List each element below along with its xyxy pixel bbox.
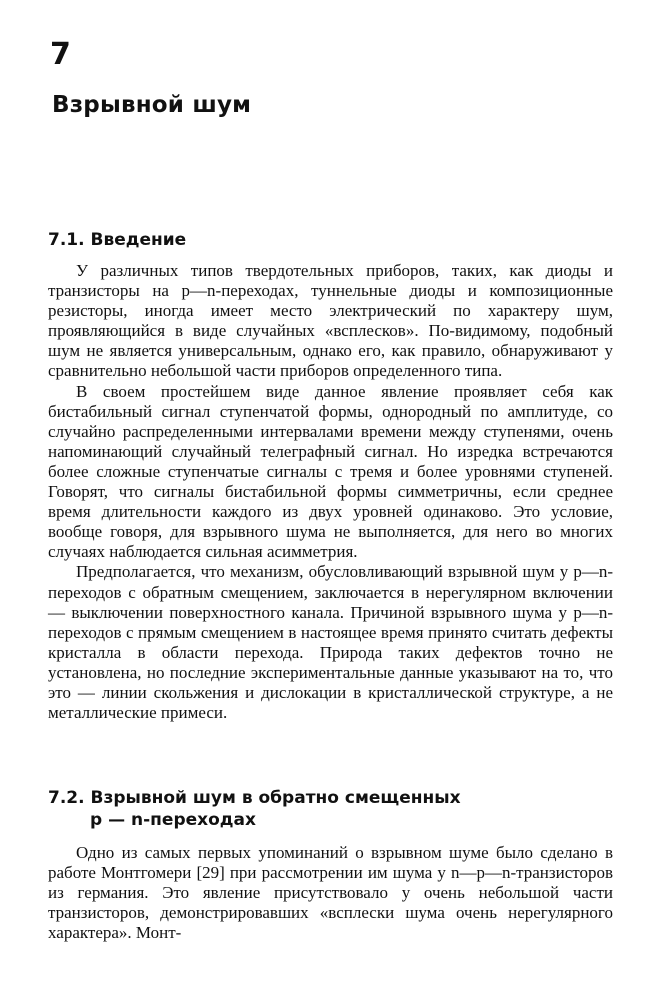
chapter-number: 7 [50,37,71,72]
section-heading-line-2: p — n-переходах [90,810,256,830]
paragraph-2: В своем простейшем виде данное явление проявляет себя как бистабильный сигнал ступенчатой формы, однородный по амплитуде, со случайно распределенными интервалами времени между ступенями, очень напоминающий случайный телеграфный сигнал. Но изредка встречаются более сложные ступенчатые сигналы с тремя и более уровнями ступеней. Говорят, что сигналы бистабильной формы симметричны, если среднее время длительности каждого из двух уровней одинаково. Это условие, вообще говоря, для взрывного шума не выполняется, для него во многих случаях наблюдается сильная асимметрия. [48,381,613,562]
paragraph-4: Одно из самых первых упоминаний о взрывном шуме было сделано в работе Монтгомери [29] при рассмотрении им шума у n—p—n-транзисторов из германия. Это явление присутствовало у очень небольшой части транзисторов, демонстрировавших «всплески шума очень нерегулярного характера». Монт- [48,843,613,943]
section-body-introduction [48,261,613,723]
chapter-title: Взрывной шум [52,92,252,118]
section-heading-burst-noise-reverse-biased [48,787,461,831]
section-heading-introduction: 7.1. Введение [48,230,187,250]
paragraph-3: Предполагается, что механизм, обусловливающий взрывной шум у p—n-переходов с обратным смещением, заключается в нерегулярном включении — выключении поверхностного канала. Причиной взрывного шума у p—n-переходов с прямым смещением в настоящее время принято считать дефекты кристалла в области перехода. Природа таких дефектов точно не установлена, но последние экспериментальные данные указывают на то, что это — линии скольжения и дислокации в кристаллической структуре, а не металлические примеси. [48,562,613,723]
paragraph-1: У различных типов твердотельных приборов, таких, как диоды и транзисторы на p—n-переходах, туннельные диоды и композиционные резисторы, иногда имеет место электрический по характеру шум, проявляющийся в виде случайных «всплесков». По-видимому, подобный шум не является универсальным, однако его, как правило, обнаруживают у сравнительно небольшой части приборов определенного типа. [48,261,613,381]
section-heading-line-1: 7.2. Взрывной шум в обратно смещенных [48,788,461,808]
section-body-burst-noise-reverse-biased [48,843,613,943]
